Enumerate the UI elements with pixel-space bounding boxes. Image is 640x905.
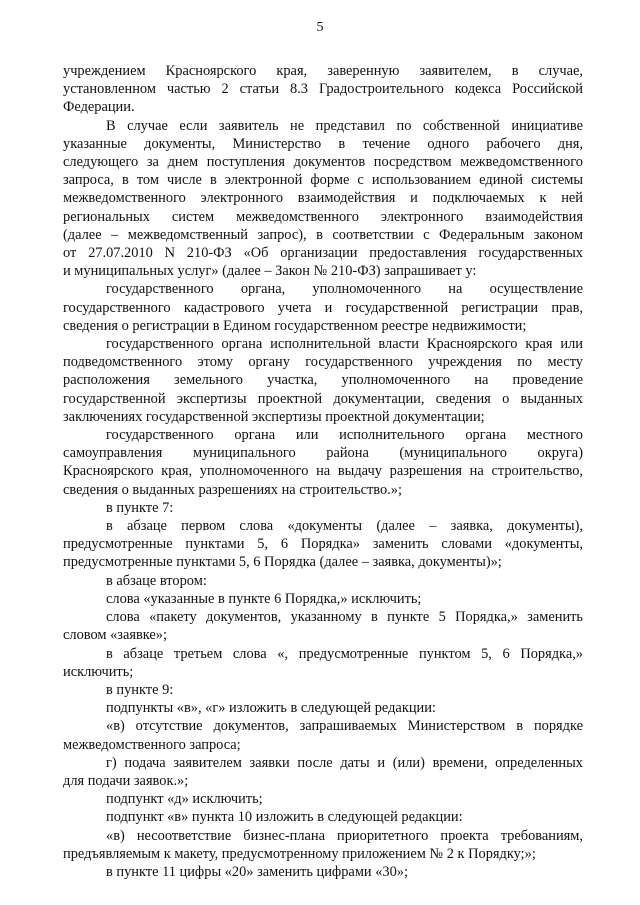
text-line: слова «указанные в пункте 6 Порядка,» исключить; xyxy=(106,590,422,607)
text-line: в пункте 9: xyxy=(106,681,174,698)
text-line: учреждением Красноярского края, заверенную заявителем, в случае, xyxy=(63,63,583,79)
paragraph xyxy=(63,790,583,808)
text-line: исключить; xyxy=(63,663,134,680)
page-number: 5 xyxy=(316,20,324,35)
text-line: предусмотренные пунктами 5, 6 Порядка (далее – заявка, документы)»; xyxy=(63,554,502,571)
text-line: межведомственного запроса; xyxy=(63,736,241,753)
paragraph xyxy=(63,335,583,426)
paragraph xyxy=(63,645,583,681)
paragraph xyxy=(63,590,583,608)
text-line: подведомственного этому органу государственного учреждения по месту xyxy=(63,354,583,371)
text-line: и муниципальных услуг» (далее – Закон № 210-ФЗ) запрашивает у: xyxy=(63,263,477,280)
text-line: подпункт «в» пункта 10 изложить в следующей редакции: xyxy=(106,809,463,826)
paragraph xyxy=(63,572,583,590)
text-line: самоуправления муниципального района (муниципального округа) xyxy=(63,445,583,462)
text-line: межведомственного электронного взаимодействия и подключаемых к ней xyxy=(63,190,583,207)
text-line: «в) отсутствие документов, запрашиваемых Министерством в порядке xyxy=(106,718,583,735)
text-line: подпункт «д» исключить; xyxy=(106,791,263,808)
text-line: «в) несоответствие бизнес-плана приоритетного проекта требованиям, xyxy=(106,827,583,844)
text-line: в пункте 11 цифры «20» заменить цифрами «30»; xyxy=(106,863,408,880)
text-line: сведения о выданных разрешениях на строительство.»; xyxy=(63,481,402,498)
text-line: государственного кадастрового учета и государственной регистрации прав, xyxy=(63,299,583,316)
text-line: слова «пакету документов, указанному в пункте 5 Порядка,» заменить xyxy=(106,609,583,626)
text-line: государственной экспертизы проектной документации, сведения о выданных xyxy=(63,390,583,407)
text-line: г) подача заявителем заявки после даты и (или) времени, определенных xyxy=(106,754,583,771)
text-line: в абзаце первом слова «документы (далее – заявка, документы), xyxy=(106,518,583,535)
text-line: сведения о регистрации в Едином государственном реестре недвижимости; xyxy=(63,317,527,334)
text-line: региональных систем межведомственного электронного взаимодействия xyxy=(63,208,583,225)
paragraph xyxy=(63,517,583,572)
text-line: в абзаце втором: xyxy=(106,572,207,589)
paragraph xyxy=(63,426,583,499)
text-line: государственного органа или исполнительного органа местного xyxy=(106,427,583,444)
text-line: установленном частью 2 статьи 8.3 Градостроительного кодекса Российской xyxy=(63,81,583,98)
text-line: указанные документы, Министерство в течение одного рабочего дня, xyxy=(63,135,583,152)
paragraph xyxy=(63,280,583,335)
paragraph xyxy=(63,608,583,644)
text-line: государственного органа исполнительной власти Красноярского края или xyxy=(106,336,583,353)
paragraph xyxy=(63,62,583,117)
document-body xyxy=(63,62,583,881)
text-line: подпункты «в», «г» изложить в следующей редакции: xyxy=(106,700,436,717)
paragraph xyxy=(63,681,583,699)
text-line: заключениях государственной экспертизы проектной документации; xyxy=(63,408,485,425)
paragraph xyxy=(63,827,583,863)
paragraph xyxy=(63,117,583,281)
text-line: для подачи заявок.»; xyxy=(63,772,189,789)
paragraph xyxy=(63,699,583,717)
paragraph xyxy=(63,499,583,517)
text-line: В случае если заявитель не представил по собственной инициативе xyxy=(106,117,583,134)
paragraph xyxy=(63,717,583,753)
text-line: государственного органа, уполномоченного на осуществление xyxy=(106,281,583,298)
text-line: словом «заявке»; xyxy=(63,627,167,644)
text-line: Красноярского края, уполномоченного на выдачу разрешения на строительство, xyxy=(63,463,583,480)
text-line: в пункте 7: xyxy=(106,499,174,516)
text-line: от 27.07.2010 N 210-ФЗ «Об организации предоставления государственных xyxy=(63,245,583,262)
paragraph xyxy=(63,754,583,790)
text-line: следующего за днем поступления документов посредством межведомственного xyxy=(63,154,583,171)
paragraph xyxy=(63,808,583,826)
paragraph xyxy=(63,863,583,881)
text-line: (далее – межведомственный запрос), в соответствии с Федеральным законом xyxy=(63,226,583,243)
text-line: расположения земельного участка, уполномоченного на проведение xyxy=(63,372,583,389)
text-line: Федерации. xyxy=(63,99,135,116)
text-line: предусмотренные пунктами 5, 6 Порядка» заменить словами «документы, xyxy=(63,536,583,553)
text-line: запроса, в том числе в электронной форме с использованием единой системы xyxy=(63,172,583,189)
text-line: предъявляемым к макету, предусмотренному приложением № 2 к Порядку;»; xyxy=(63,845,536,862)
text-line: в абзаце третьем слова «, предусмотренные пунктом 5, 6 Порядка,» xyxy=(106,645,583,662)
